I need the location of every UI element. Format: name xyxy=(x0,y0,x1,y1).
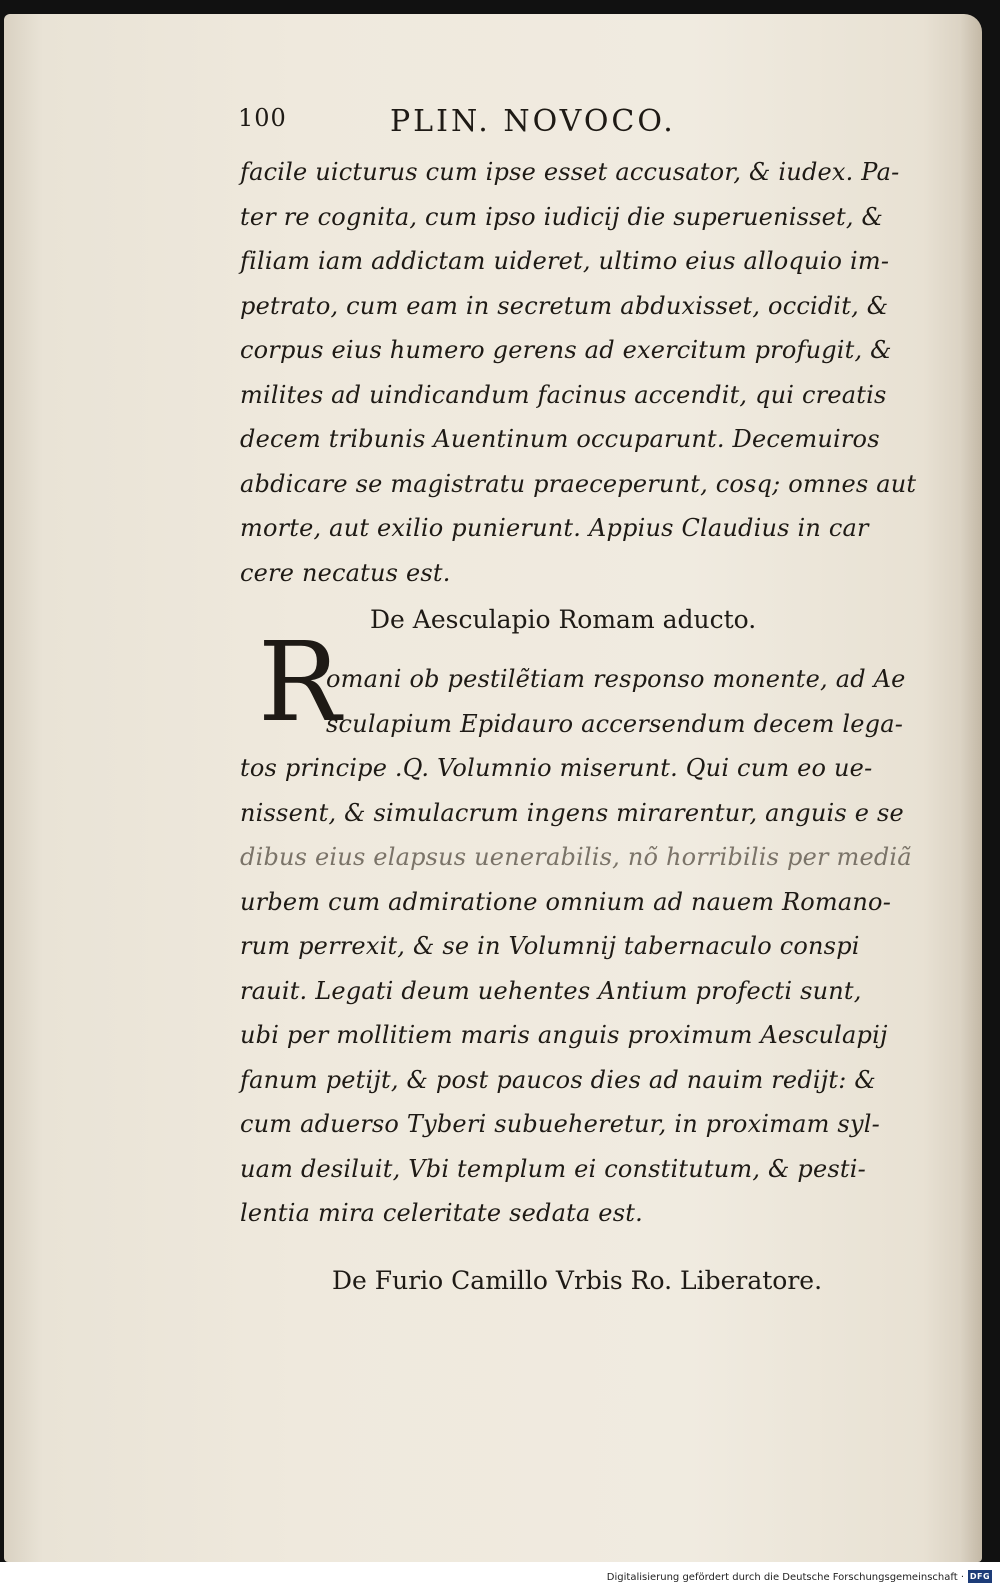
text-line: lentia mira celeritate sedata est. xyxy=(240,1199,643,1227)
text-line: sculapium Epidauro accersendum decem lega- xyxy=(326,709,904,738)
text-line: morte, aut exilio punierunt. Appius Claudius in car xyxy=(240,514,869,542)
text-line: filiam iam addictam uideret, ultimo eius alloquio im- xyxy=(240,247,890,275)
text-line: rauit. Legati deum uehentes Antium profecti sunt, xyxy=(240,976,862,1005)
text-line: cum aduerso Tyberi subueheretur, in proximam syl- xyxy=(240,1110,880,1138)
text-line: facile uicturus cum ipse esset accusator, & iudex. Pa- xyxy=(240,158,900,186)
text-line: tos principe .Q. Volumnio miserunt. Qui cum eo ue- xyxy=(240,754,873,782)
text-line: decem tribunis Auentinum occuparunt. Decemuiros xyxy=(240,425,880,453)
text-line: nissent, & simulacrum ingens mirarentur, anguis e se xyxy=(240,798,904,827)
running-head-title: PLIN. NOVOCO. xyxy=(390,104,676,139)
section-heading-camillus: De Furio Camillo Vrbis Ro. Liberatore. xyxy=(332,1265,823,1295)
text-line: rum perrexit, & se in Volumnij tabernaculo conspi xyxy=(240,932,860,960)
page-edge-shadow xyxy=(960,14,982,1562)
running-head xyxy=(238,104,738,144)
folio-number: 100 xyxy=(238,104,287,132)
text-line: corpus eius humero gerens ad exercitum profugit, & xyxy=(240,336,892,364)
text-line: urbem cum admiratione omnium ad nauem Romano- xyxy=(240,887,892,916)
text-line: fanum petijt, & post paucos dies ad nauim redijt: & xyxy=(240,1065,876,1094)
text-line: milites ad uindicandum facinus accendit, qui creatis xyxy=(240,380,887,409)
funding-note: Digitalisierung gefördert durch die Deutsche Forschungsgemeinschaft · xyxy=(606,1572,964,1583)
text-line: petrato, cum eam in secretum abduxisset, occidit, & xyxy=(240,291,889,320)
dfg-logo: DFG xyxy=(969,1572,991,1581)
text-line: omani ob pestilẽtiam responso monente, ad Ae xyxy=(326,665,906,693)
section-heading-aesculapius: De Aesculapio Romam aducto. xyxy=(370,605,757,634)
text-line: abdicare se magistratu praeceperunt, cosq; omnes aut xyxy=(240,469,917,498)
text-line: ubi per mollitiem maris anguis proximum Aesculapij xyxy=(240,1021,888,1049)
text-line: dibus eius elapsus uenerabilis, nõ horribilis per mediã xyxy=(240,843,912,871)
text-line: ter re cognita, cum ipso iudicij die superuenisset, & xyxy=(240,202,884,231)
text-line: cere necatus est. xyxy=(240,558,451,587)
drop-cap: R xyxy=(258,618,341,746)
text-line: uam desiluit, Vbi templum ei constitutum, & pesti- xyxy=(240,1154,866,1183)
